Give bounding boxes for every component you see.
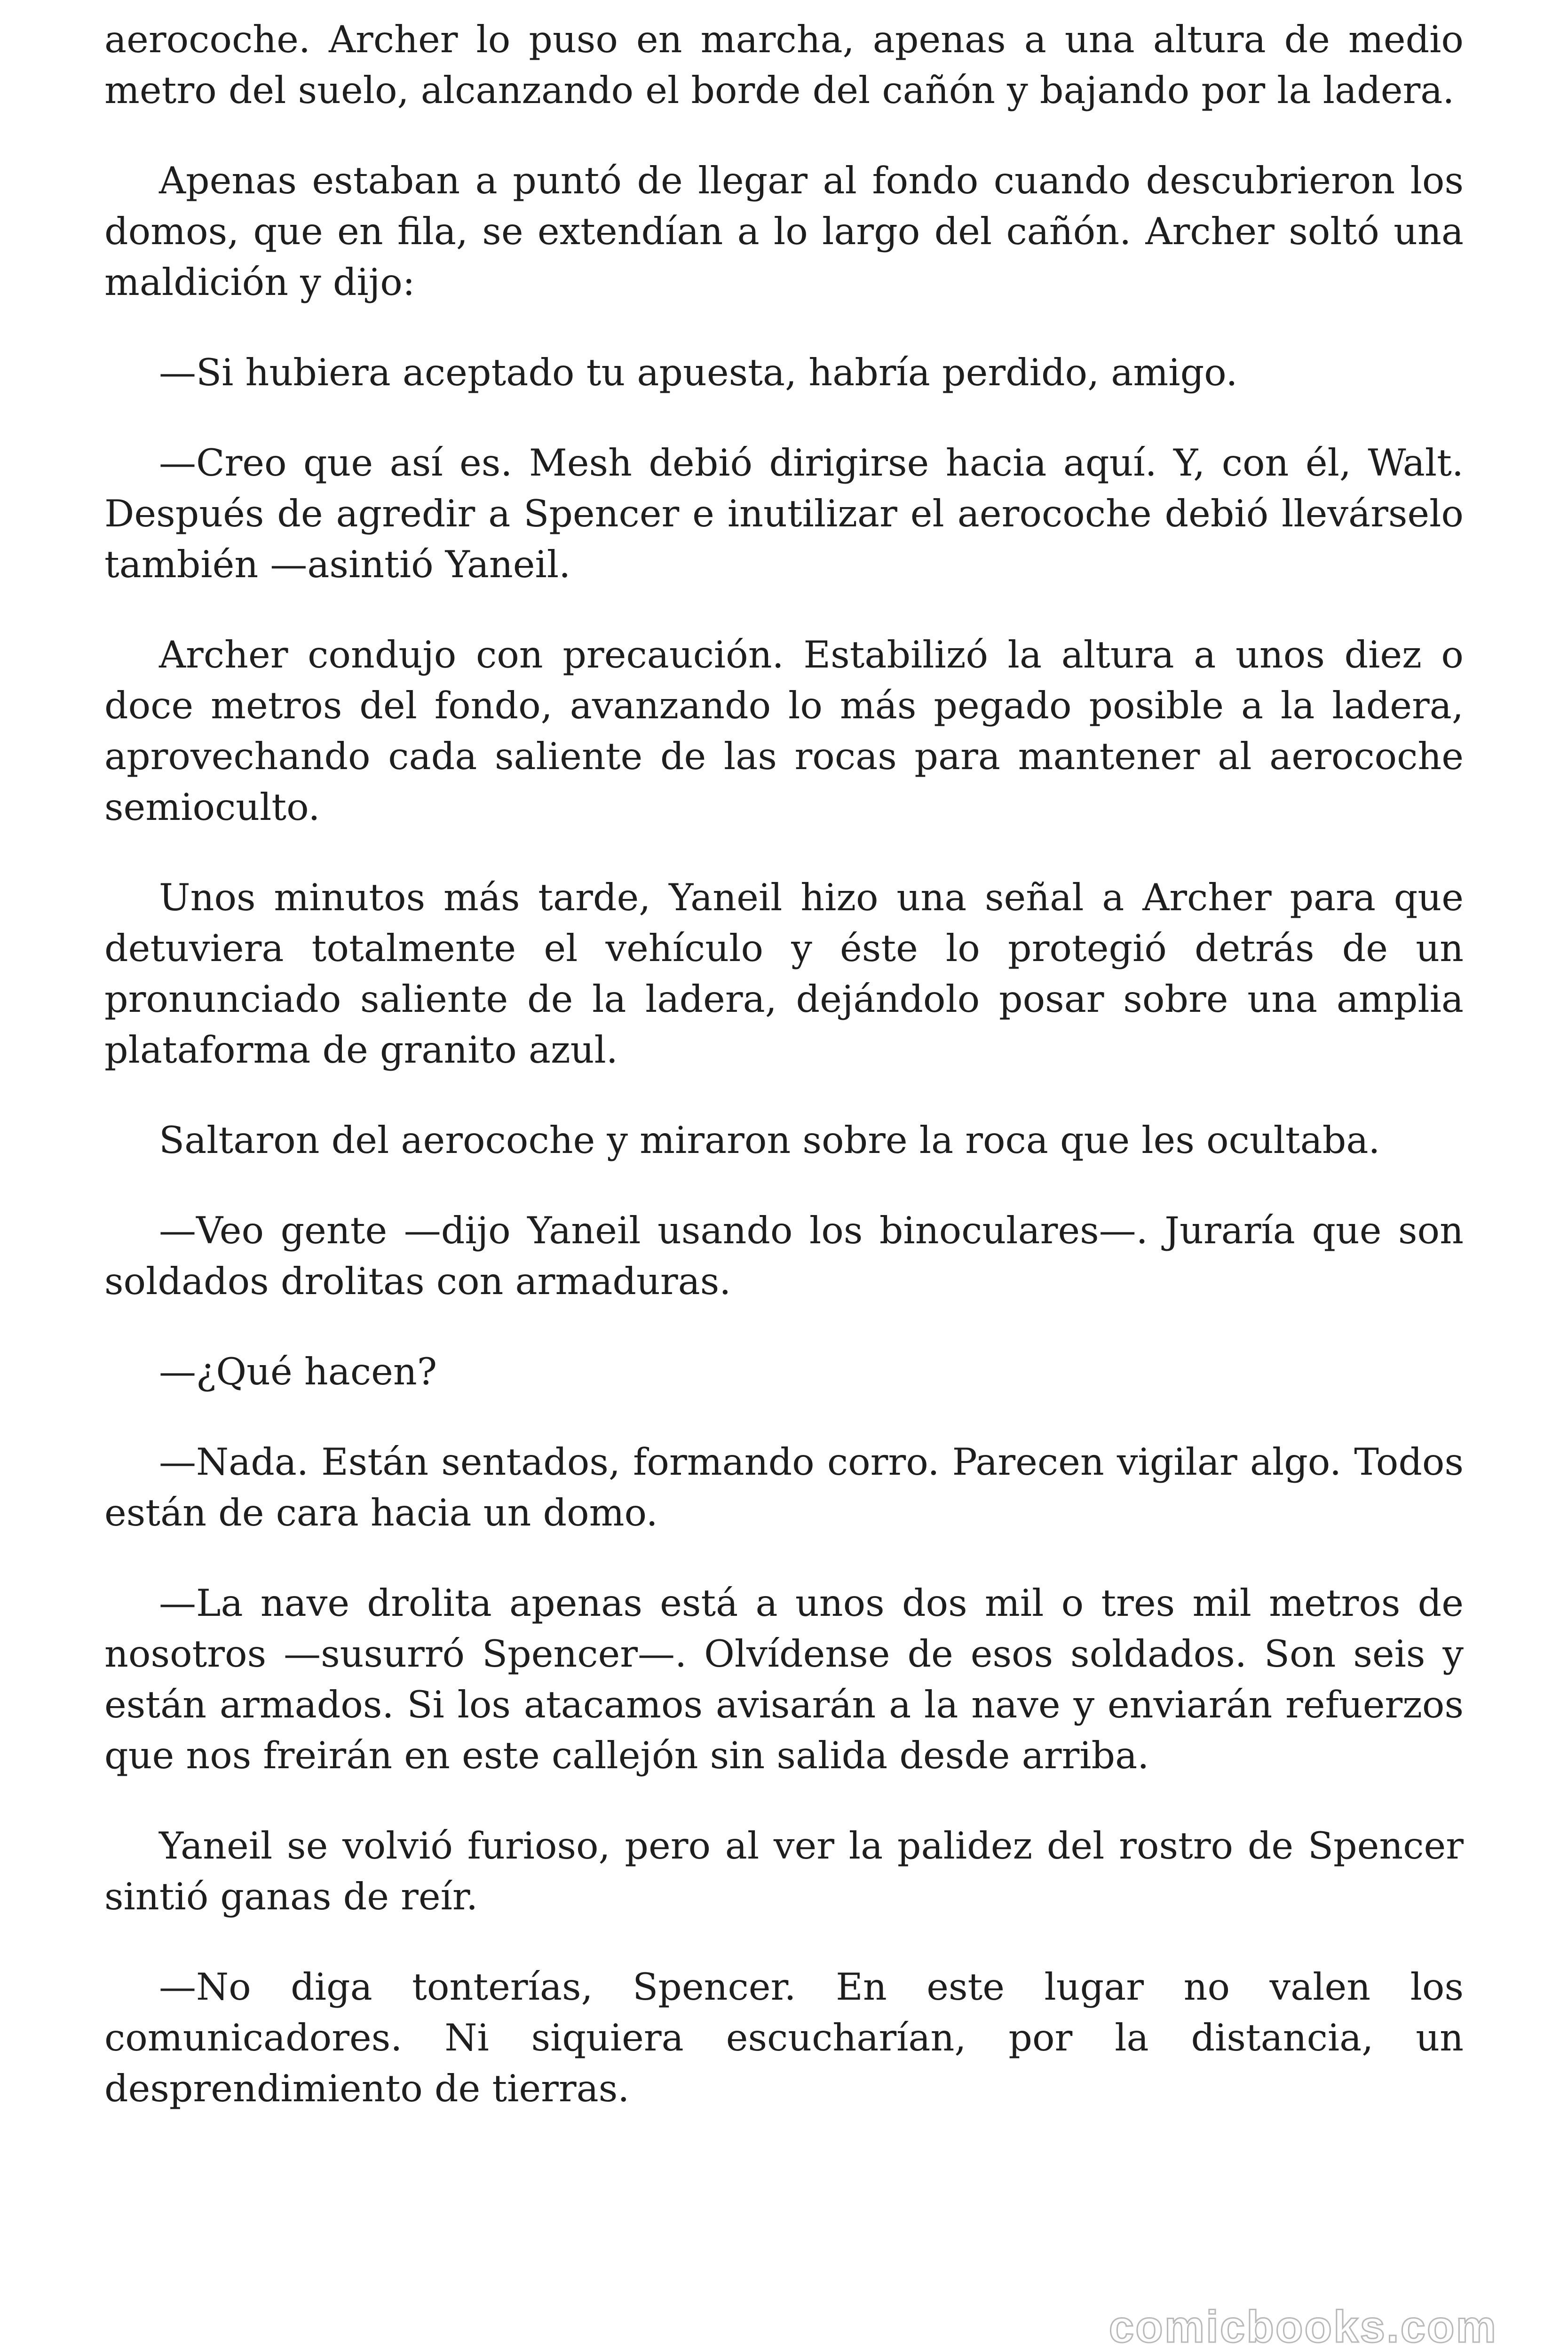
dialogue-paragraph: —Veo gente —dijo Yaneil usando los binoculares—. Juraría que son soldados drolitas con armaduras. (104, 1209, 1464, 1303)
watermark-logo: comicbooks.com (1109, 2302, 1497, 2352)
paragraph: Apenas estaban a puntó de llegar al fondo cuando descubrieron los domos, que en fila, se extendían a lo largo del cañón. Archer soltó una maldición y dijo: (104, 159, 1464, 304)
dialogue-paragraph: —Nada. Están sentados, formando corro. Parecen vigilar algo. Todos están de cara hacia un domo. (104, 1440, 1464, 1534)
dialogue-paragraph: —¿Qué hacen? (159, 1350, 437, 1393)
dialogue-paragraph: —Si hubiera aceptado tu apuesta, habría perdido, amigo. (159, 351, 1238, 394)
dialogue-paragraph: —No diga tonterías, Spencer. En este lugar no valen los comunicadores. Ni siquiera escucharían, por la distancia, un desprendimiento de tierras. (104, 1965, 1464, 2110)
paragraph: Archer condujo con precaución. Estabilizó la altura a unos diez o doce metros del fondo, avanzando lo más pegado posible a la ladera, aprovechando cada saliente de las rocas para mantener al aerocoche semioculto. (104, 633, 1464, 829)
paragraph: Saltaron del aerocoche y miraron sobre la roca que les ocultaba. (159, 1119, 1380, 1162)
paragraph: Yaneil se volvió furioso, pero al ver la palidez del rostro de Spencer sintió ganas de reír. (104, 1824, 1464, 1918)
paragraph: Unos minutos más tarde, Yaneil hizo una señal a Archer para que detuviera totalmente el vehículo y éste lo protegió detrás de un pronunciado saliente de la ladera, dejándolo posar sobre una amplia plataforma de granito azul. (104, 876, 1464, 1072)
page-text (104, 14, 1464, 2153)
dialogue-paragraph: —La nave drolita apenas está a unos dos mil o tres mil metros de nosotros —susurró Spencer—. Olvídense de esos soldados. Son seis y están armados. Si los atacamos avisarán a la nave y enviarán refuerzos que nos freirán en este callejón sin salida desde arriba. (104, 1581, 1464, 1777)
dialogue-paragraph: —Creo que así es. Mesh debió dirigirse hacia aquí. Y, con él, Walt. Después de agredir a Spencer e inutilizar el aerocoche debió llevárselo también —asintió Yaneil. (104, 441, 1464, 586)
paragraph-continued: aerocoche. Archer lo puso en marcha, apenas a una altura de medio metro del suelo, alcanzando el borde del cañón y bajando por la ladera. (104, 18, 1464, 112)
